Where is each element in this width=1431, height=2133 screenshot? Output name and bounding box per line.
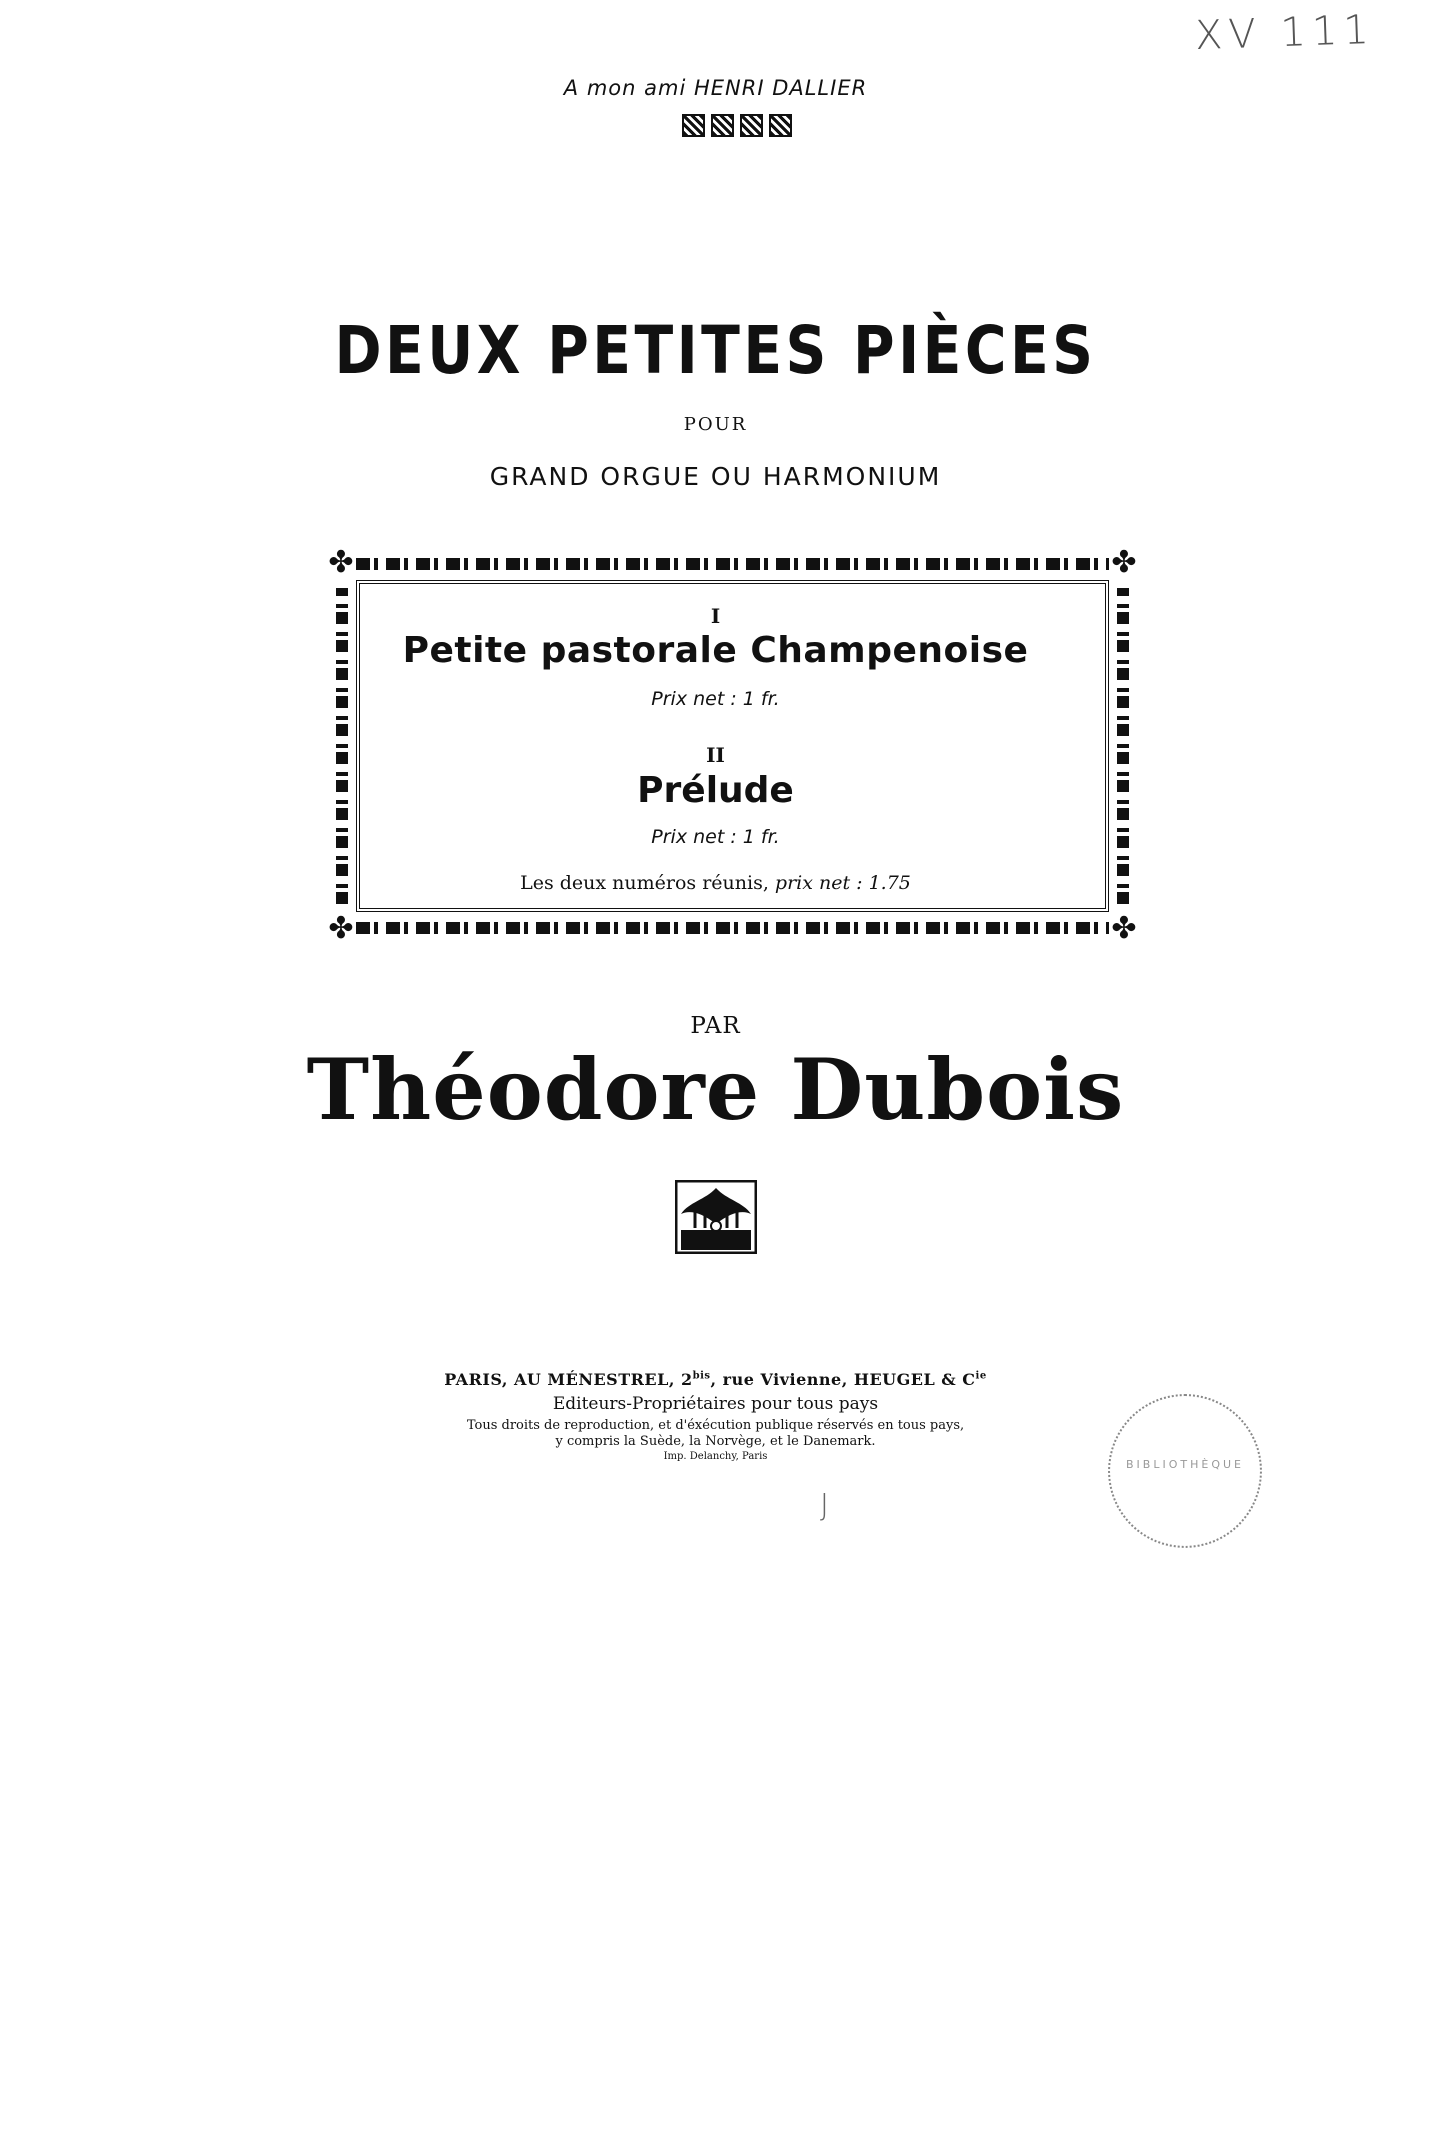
ornament-tile-icon bbox=[769, 114, 792, 137]
piece-title: Prélude bbox=[637, 770, 794, 811]
piece-price: Prix net : 1 fr. bbox=[651, 826, 780, 848]
editors-line: Editeurs-Propriétaires pour tous pays bbox=[552, 1394, 879, 1414]
piece-title: Petite pastorale Champenoise bbox=[402, 630, 1029, 671]
piece-price: Prix net : 1 fr. bbox=[651, 688, 780, 710]
pencil-mark: J bbox=[820, 1488, 829, 1523]
printer-line: Imp. Delanchy, Paris bbox=[663, 1451, 768, 1462]
library-stamp-text: BIBLIOTHÈQUE bbox=[1126, 1458, 1244, 1471]
library-stamp bbox=[1108, 1394, 1262, 1548]
frame-border-bottom bbox=[356, 922, 1109, 934]
publisher-line bbox=[0, 1370, 1431, 1389]
corner-fleuron-icon: ✤ bbox=[328, 911, 354, 946]
publisher-vignette-icon bbox=[675, 1180, 757, 1254]
piece-number: II bbox=[706, 743, 725, 767]
combined-price-value: prix net : 1.75 bbox=[774, 872, 911, 894]
piece-number: I bbox=[710, 604, 721, 628]
ornament-tile-icon bbox=[682, 114, 705, 137]
frame-border-top bbox=[356, 558, 1109, 570]
page-title: DEUX PETITES PIÈCES bbox=[334, 312, 1097, 389]
publisher-bis: bis bbox=[692, 1370, 711, 1382]
publisher-line-b: , rue Vivienne, HEUGEL & C bbox=[710, 1370, 976, 1389]
publisher-line-a: PARIS, AU MÉNESTREL, 2 bbox=[444, 1370, 693, 1389]
dedication-ornament-row bbox=[682, 114, 797, 138]
composer-name: Théodore Dubois bbox=[306, 1040, 1125, 1139]
instrument-label: GRAND ORGUE OU HARMONIUM bbox=[489, 462, 942, 491]
corner-fleuron-icon: ✤ bbox=[1111, 911, 1137, 946]
rights-line-2: y compris la Suède, la Norvège, et le Danemark. bbox=[555, 1434, 876, 1449]
publisher-ie: ie bbox=[975, 1370, 987, 1382]
ornament-tile-icon bbox=[740, 114, 763, 137]
corner-fleuron-icon: ✤ bbox=[328, 545, 354, 580]
par-label: PAR bbox=[690, 1013, 741, 1039]
dedication: A mon ami HENRI DALLIER bbox=[563, 76, 868, 100]
corner-fleuron-icon: ✤ bbox=[1111, 545, 1137, 580]
ornament-tile-icon bbox=[711, 114, 734, 137]
rights-line-1: Tous droits de reproduction, et d'éxécution publique réservés en tous pays, bbox=[466, 1418, 965, 1433]
combined-price-text: Les deux numéros réunis, bbox=[520, 872, 769, 894]
combined-price bbox=[0, 872, 1431, 894]
pour-label: POUR bbox=[683, 414, 748, 435]
shelfmark-handwritten: XV 111 bbox=[1194, 6, 1376, 60]
